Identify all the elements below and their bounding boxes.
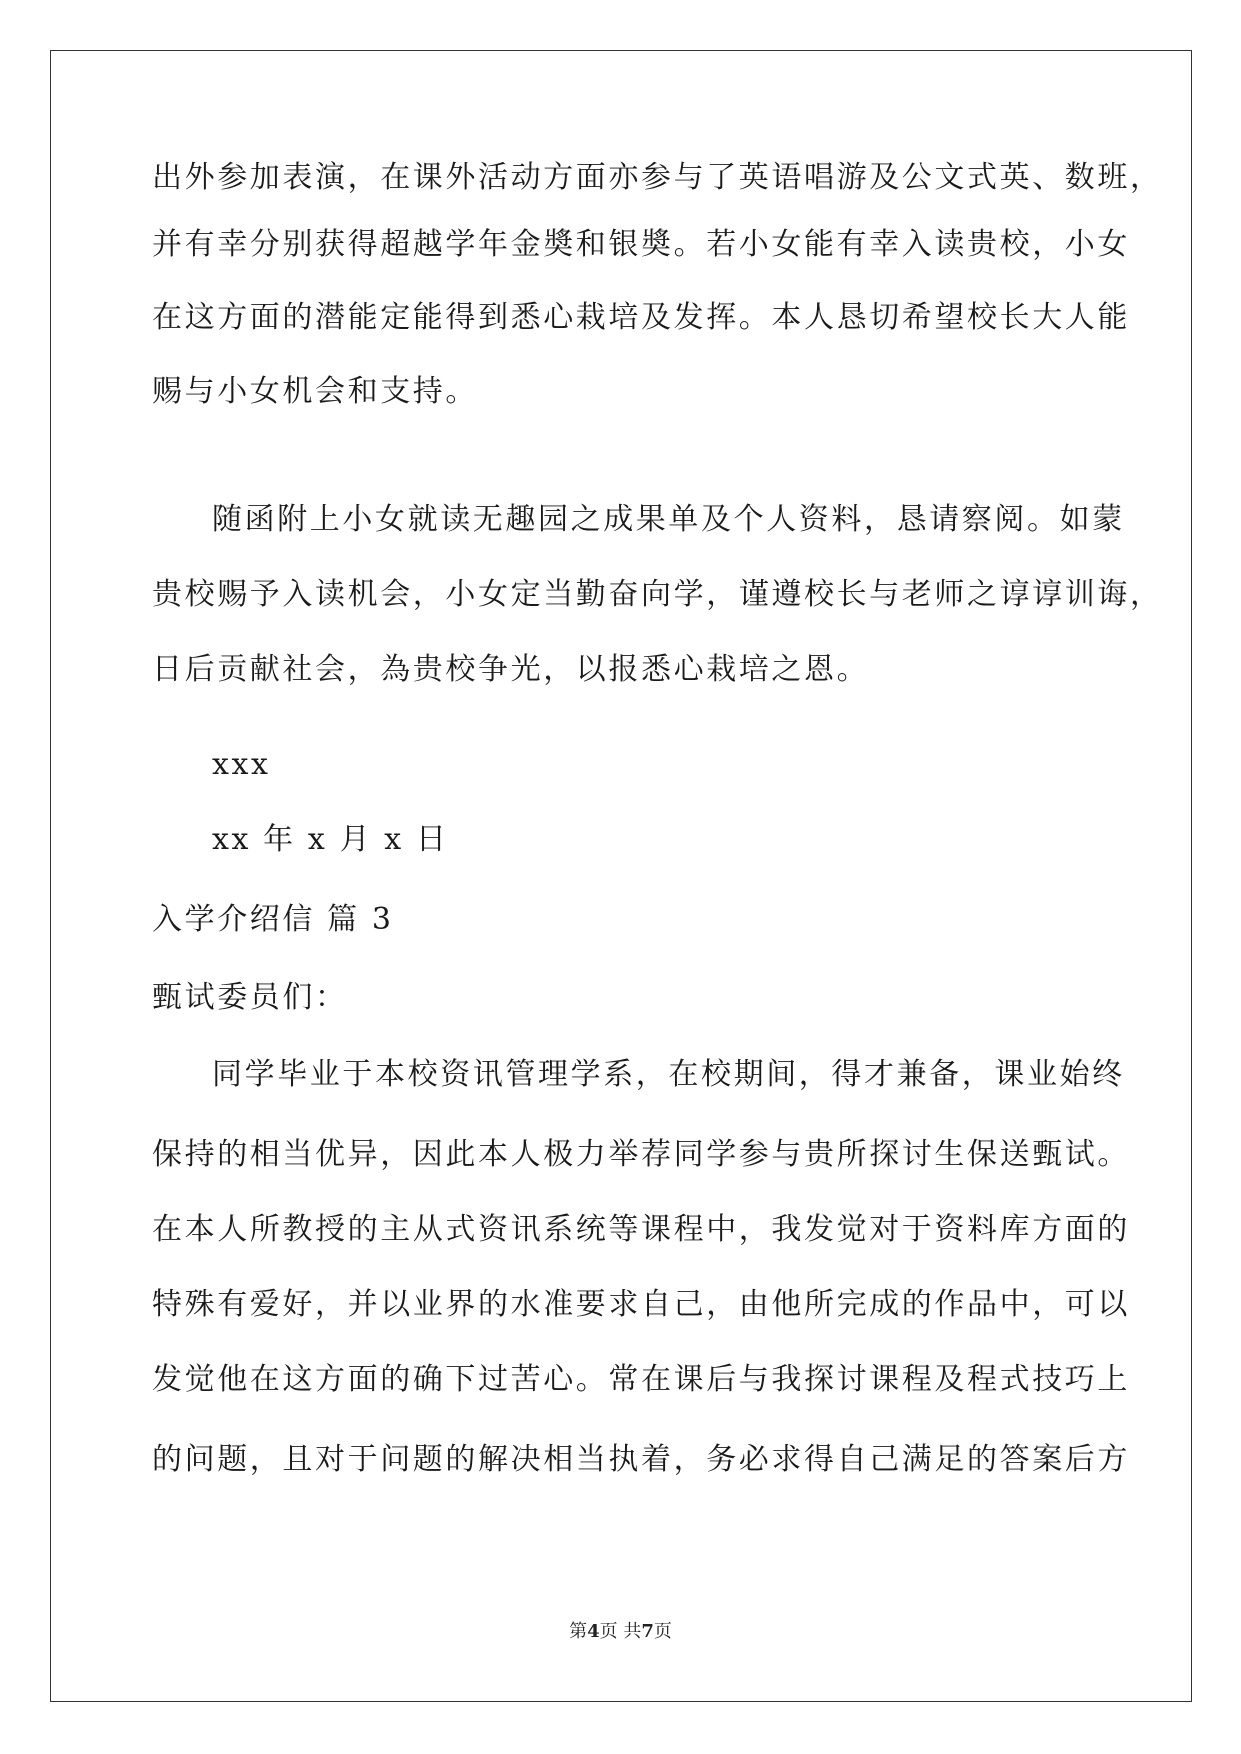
text-line: 在这方面的潜能定能得到悉心栽培及发挥。本人恳切希望校长大人能	[152, 300, 1130, 335]
signature-date: xx 年 x 月 x 日	[212, 822, 449, 857]
footer-prefix: 第	[569, 1621, 588, 1642]
text-line: 并有幸分别获得超越学年金奬和银奬。若小女能有幸入读贵校，小女	[152, 227, 1130, 262]
text-line: 赐与小女机会和支持。	[152, 374, 478, 409]
text-line: 在本人所教授的主从式资讯系统等课程中，我发觉对于资料库方面的	[152, 1212, 1130, 1247]
text-line: 的问题，且对于问题的解决相当执着，务必求得自己满足的答案后方	[152, 1442, 1130, 1477]
signature-name: xxx	[212, 747, 271, 782]
text-line: 日后贡献社会，為贵校争光，以报悉心栽培之恩。	[152, 652, 870, 687]
text-line: 发觉他在这方面的确下过苦心。常在课后与我探讨课程及程式技巧上	[152, 1362, 1130, 1397]
text-line: 贵校赐予入读机会，小女定当勤奋向学，谨遵校长与老师之谆谆训诲，	[152, 577, 1163, 612]
footer-suffix: 页	[653, 1621, 672, 1642]
section-heading: 入学介绍信 篇 3	[152, 902, 394, 937]
salutation: 甄试委员们：	[152, 980, 348, 1015]
text-line: 特殊有爱好，并以业界的水准要求自己，由他所完成的作品中，可以	[152, 1287, 1130, 1322]
footer-mid: 页 共	[599, 1621, 642, 1642]
text-line: 同学毕业于本校资讯管理学系，在校期间，得才兼备，课业始终	[212, 1057, 1125, 1092]
text-line: 出外参加表演，在课外活动方面亦参与了英语唱游及公文式英、数班，	[152, 160, 1163, 195]
text-line: 保持的相当优异，因此本人极力举荐同学参与贵所探讨生保送甄试。	[152, 1137, 1130, 1172]
current-page-number: 4	[587, 1621, 600, 1642]
page-footer	[0, 1620, 1241, 1644]
total-page-number: 7	[641, 1621, 654, 1642]
text-line: 随函附上小女就读无趣园之成果单及个人资料，恳请察阅。如蒙	[212, 502, 1125, 537]
